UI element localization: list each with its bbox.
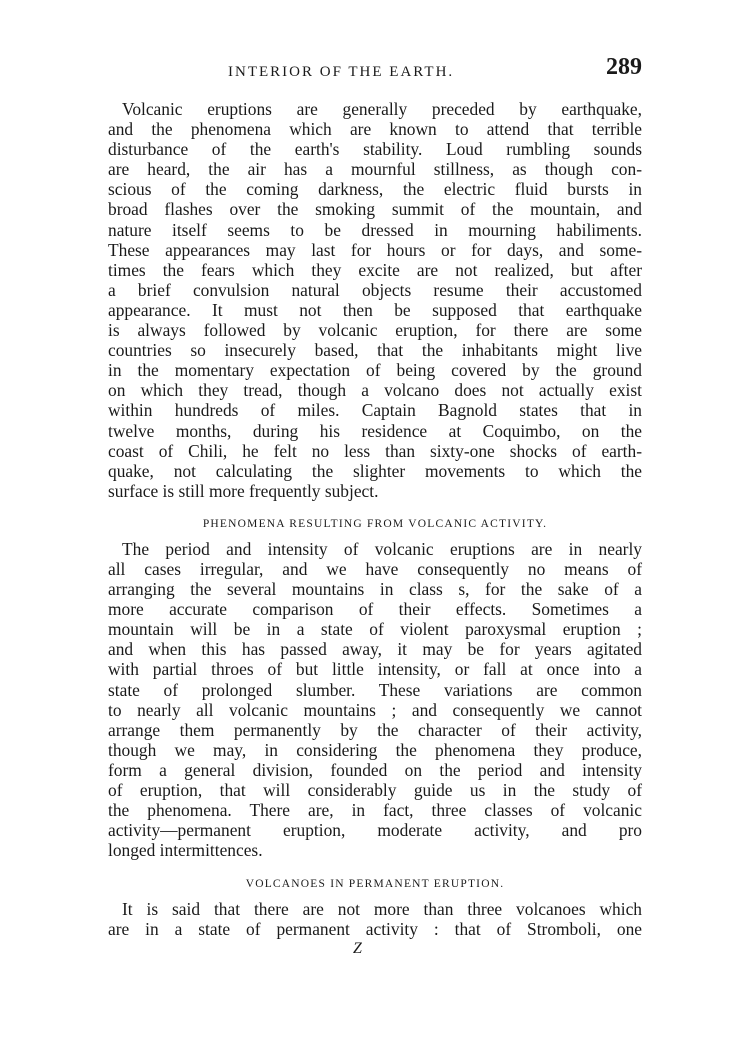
text-line: broad flashes over the smoking summit of the mountain, and	[108, 199, 642, 220]
running-head	[108, 50, 642, 90]
text-line: disturbance of the earth's stability. Loud rumbling sounds	[108, 139, 642, 160]
text-line: It is said that there are not more than three volcanoes which	[122, 899, 642, 920]
text-line: arranging the several mountains in class s, for the sake of a	[108, 579, 642, 600]
text-line: and the phenomena which are known to attend that terrible	[108, 119, 642, 140]
text-line: appearance. It must not then be supposed that earthquake	[108, 299, 642, 320]
text-line: more accurate comparison of their effects. Sometimes a	[108, 599, 642, 620]
text-line: times the fears which they excite are not realized, but after	[108, 259, 642, 280]
text-line: a brief convulsion natural objects resume their accustomed	[108, 279, 642, 300]
paragraph-permanent-eruption	[108, 899, 642, 939]
text-line: and when this has passed away, it may be for years agitated	[108, 639, 642, 660]
text-line: are heard, the air has a mournful stillness, as though con-	[108, 159, 642, 180]
text-line: Volcanic eruptions are generally preceded by earthquake,	[122, 99, 642, 119]
text-line: coast of Chili, he felt no less than sixty-one shocks of earth-	[108, 440, 642, 461]
text-line: with partial throes of but little intensity, or fall at once into a	[108, 659, 642, 680]
text-line: arrange them permanently by the character of their activity,	[108, 719, 642, 740]
text-line: of eruption, that will considerably guide us in the study of	[108, 780, 642, 800]
page-number: 289	[606, 54, 642, 80]
paragraph-earthquake	[108, 99, 642, 501]
text-line: longed intermittences.	[108, 840, 263, 861]
book-page	[108, 50, 642, 962]
text-line: all cases irregular, and we have consequently no means of	[108, 558, 642, 579]
running-title: INTERIOR OF THE EARTH.	[228, 64, 455, 80]
text-line: surface is still more frequently subject.	[108, 480, 379, 501]
text-line: twelve months, during his residence at Coquimbo, on the	[108, 420, 642, 441]
text-line: The period and intensity of volcanic eruptions are in nearly	[122, 538, 642, 559]
text-line: though we may, in considering the phenomena they produce,	[108, 739, 642, 760]
text-line: quake, not calculating the slighter movements to which the	[108, 460, 642, 481]
text-line: are in a state of permanent activity : that of Stromboli, one	[108, 919, 642, 940]
text-line: mountain will be in a state of violent paroxysmal eruption ;	[108, 619, 642, 640]
text-line: activity—permanent eruption, moderate activity, and pro	[108, 820, 642, 841]
paragraph-phenomena	[108, 539, 642, 861]
text-line: countries so insecurely based, that the inhabitants might live	[108, 340, 642, 361]
text-line: in the momentary expectation of being covered by the ground	[108, 360, 642, 381]
text-line: nature itself seems to be dressed in mourning habiliments.	[108, 219, 642, 240]
text-line: to nearly all volcanic mountains ; and consequently we cannot	[108, 699, 642, 720]
text-line: form a general division, founded on the period and intensity	[108, 759, 642, 780]
section-heading-permanent-eruption: VOLCANOES IN PERMANENT ERUPTION.	[245, 878, 505, 891]
text-line: state of prolonged slumber. These variations are common	[108, 679, 642, 700]
section-heading-phenomena: PHENOMENA RESULTING FROM VOLCANIC ACTIVITY.	[202, 517, 548, 530]
text-line: is always followed by volcanic eruption, for there are some	[108, 320, 642, 341]
text-line: These appearances may last for hours or for days, and some-	[108, 239, 642, 260]
text-line: within hundreds of miles. Captain Bagnold states that in	[108, 400, 642, 421]
text-line: scious of the coming darkness, the electric fluid bursts in	[108, 179, 642, 200]
text-line: the phenomena. There are, in fact, three classes of volcanic	[108, 800, 642, 821]
signature-mark: Z	[353, 939, 362, 957]
text-line: on which they tread, though a volcano does not actually exist	[108, 380, 642, 401]
